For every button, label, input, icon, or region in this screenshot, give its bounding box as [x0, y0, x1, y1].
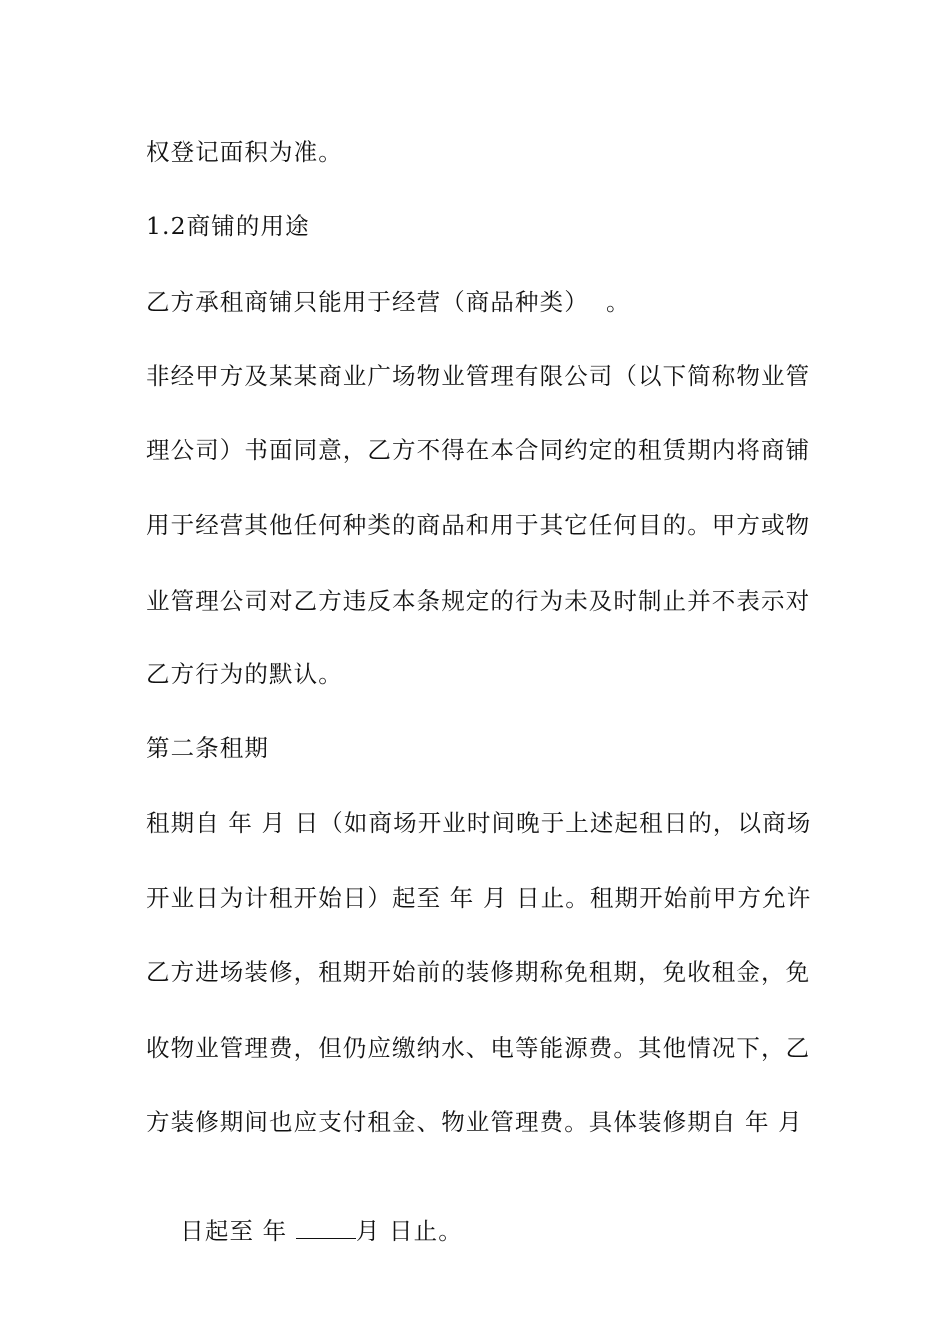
text-line: 理公司）书面同意，乙方不得在本合同约定的租赁期内将商铺 [146, 436, 811, 464]
text-line: 权登记面积为准。 [146, 138, 343, 166]
text-line-last [146, 1180, 463, 1245]
article-heading: 第二条租期 [146, 734, 269, 762]
text-line: 用于经营其他任何种类的商品和用于其它任何目的。甲方或物 [146, 511, 811, 539]
text-line: 乙方承租商铺只能用于经营（商品种类） 。 [146, 288, 631, 316]
text-line: 开业日为计租开始日）起至 年 月 日止。租期开始前甲方允许 [146, 884, 812, 912]
text-segment: 日起至 年 [180, 1217, 296, 1245]
text-line: 乙方行为的默认。 [146, 660, 343, 688]
text-line: 乙方进场装修，租期开始前的装修期称免租期，免收租金，免 [146, 958, 811, 986]
blank-underline [296, 1216, 356, 1239]
text-segment: 月 日止。 [355, 1217, 463, 1245]
text-line: 业管理公司对乙方违反本条规定的行为未及时制止并不表示对 [146, 587, 811, 615]
text-line: 收物业管理费，但仍应缴纳水、电等能源费。其他情况下，乙 [146, 1034, 811, 1062]
text-line: 方装修期间也应支付租金、物业管理费。具体装修期自 年 月 [146, 1108, 803, 1136]
text-line: 非经甲方及某某商业广场物业管理有限公司（以下简称物业管 [146, 362, 811, 390]
text-line: 租期自 年 月 日（如商场开业时间晚于上述起租日的，以商场 [146, 809, 812, 837]
section-heading: 1.2商铺的用途 [146, 212, 310, 240]
